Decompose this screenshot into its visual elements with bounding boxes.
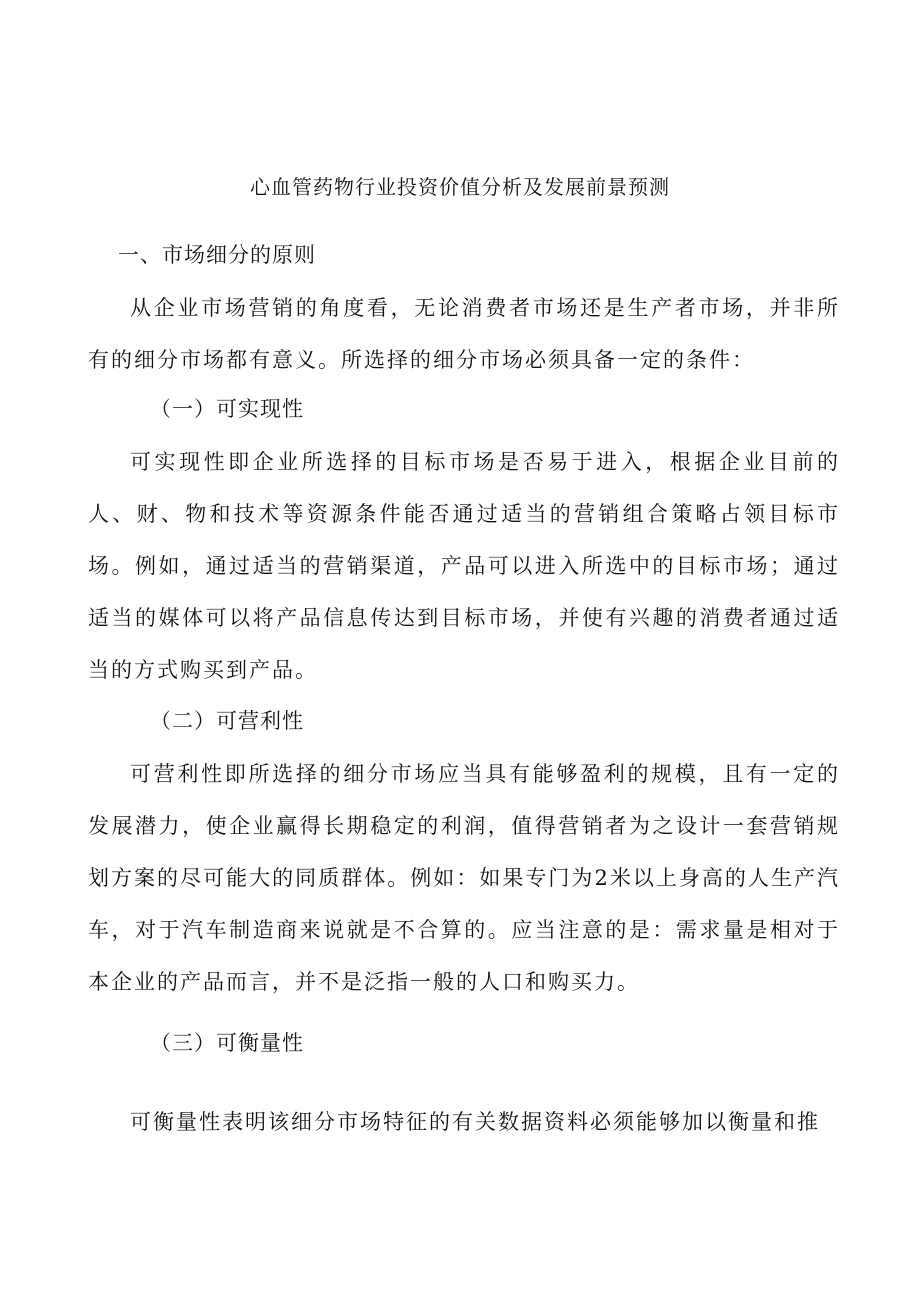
paragraph-profitability: 可营利性即所选择的细分市场应当具有能够盈利的规模，且有一定的发展潜力，使企业赢得长期稳定的利润，值得营销者为之设计一套营销规划方案的尽可能大的同质群体。例如：如果专门为2米以上身高的人生产汽车，对于汽车制造商来说就是不合算的。应当注意的是：需求量是相对于本企业的产品而言，并不是泛指一般的人口和购买力。 <box>88 762 840 994</box>
document-title: 心血管药物行业投资价值分析及发展前景预测 <box>250 175 670 199</box>
intro-paragraph: 从企业市场营销的角度看，无论消费者市场还是生产者市场，并非所有的细分市场都有意义。所选择的细分市场必须具备一定的条件： <box>88 296 840 372</box>
paragraph-measurability: 可衡量性表明该细分市场特征的有关数据资料必须能够加以衡量和推 <box>130 1110 820 1134</box>
section-heading: 一、市场细分的原则 <box>118 243 316 267</box>
subsection-heading-profitability: （二）可营利性 <box>150 709 304 733</box>
subsection-heading-measurability: （三）可衡量性 <box>150 1031 304 1055</box>
subsection-heading-realizability: （一）可实现性 <box>150 397 304 421</box>
paragraph-realizability: 可实现性即企业所选择的目标市场是否易于进入，根据企业目前的人、财、物和技术等资源条件能否通过适当的营销组合策略占领目标市场。例如，通过适当的营销渠道，产品可以进入所选中的目标市场；通过适当的媒体可以将产品信息传达到目标市场，并使有兴趣的消费者通过适当的方式购买到产品。 <box>88 450 840 682</box>
